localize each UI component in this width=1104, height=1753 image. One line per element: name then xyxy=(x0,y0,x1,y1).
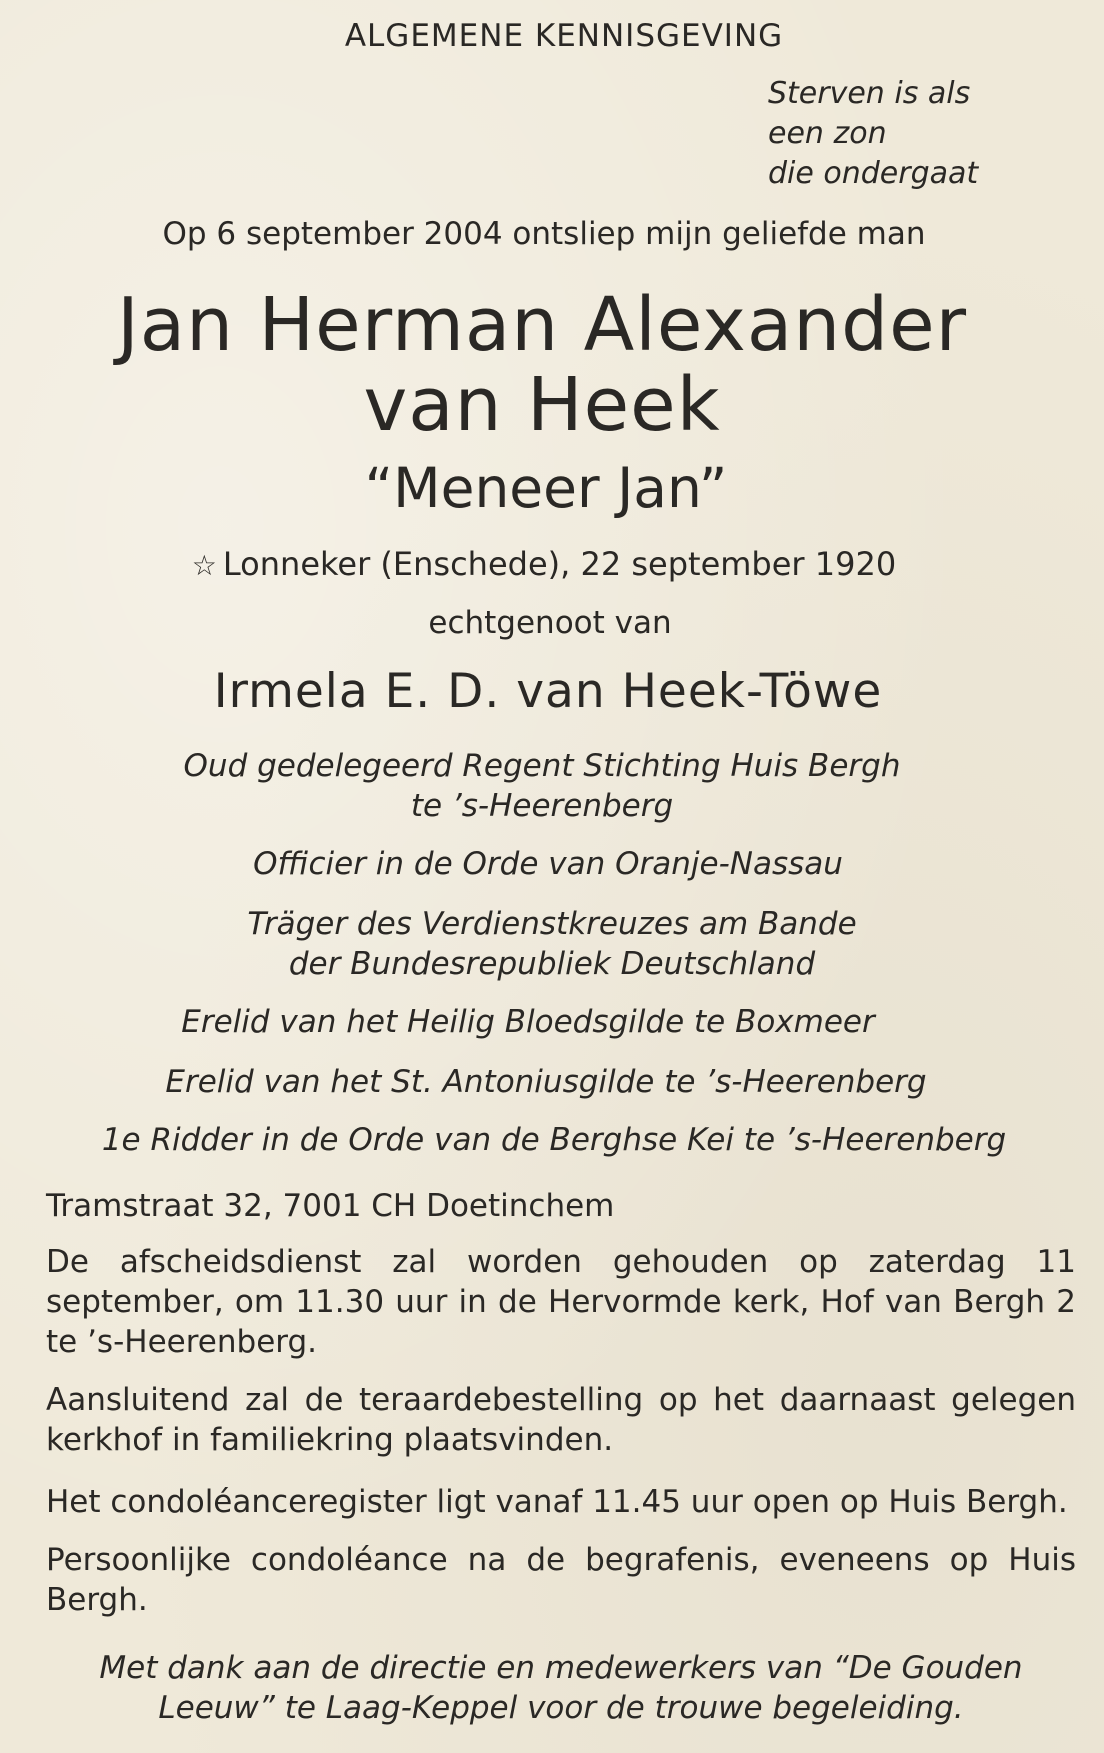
honor-title-line: Officier in de Orde van Oranje-Nassau xyxy=(253,846,843,882)
honor-title xyxy=(0,844,1100,884)
register-paragraph: Het condoléanceregister ligt vanaf 11.45 uur open op Huis Bergh. xyxy=(46,1484,1068,1520)
honor-title xyxy=(0,1062,1098,1102)
motto-line: die ondergaat xyxy=(768,156,979,191)
honor-title xyxy=(0,904,1104,984)
motto-line: een zon xyxy=(768,116,887,151)
intro-line: Op 6 september 2004 ontsliep mijn geliefde man xyxy=(162,216,926,252)
honor-title-line: der Bundesrepubliek Deutschland xyxy=(288,946,816,982)
honor-title xyxy=(2,1120,1104,1160)
motto-line: Sterven is als xyxy=(768,76,971,111)
notice-header: ALGEMENE KENNISGEVING xyxy=(344,18,784,54)
motto xyxy=(768,74,978,194)
burial-paragraph: Aansluitend zal de teraardebestelling op het daarnaast gelegen kerkhof in familiekring plaatsvinden. xyxy=(46,1382,1076,1458)
spouse-label: echtgenoot van xyxy=(428,605,672,641)
deceased-name-first: Jan Herman Alexander xyxy=(116,282,968,368)
honor-title-line: Träger des Verdienstkreuzes am Bande xyxy=(247,906,857,942)
honor-title-line: Oud gedelegeerd Regent Stichting Huis Bergh xyxy=(183,748,901,784)
honor-title-line: te ’s-Heerenberg xyxy=(410,788,674,824)
birth-details: Lonneker (Enschede), 22 september 1920 xyxy=(222,545,897,583)
honor-title xyxy=(0,746,1094,826)
honor-title-line: Erelid van het St. Antoniusgilde te ’s-Heerenberg xyxy=(165,1064,927,1100)
spouse-name: Irmela E. D. van Heek-Töwe xyxy=(213,664,883,719)
home-address: Tramstraat 32, 7001 CH Doetinchem xyxy=(46,1188,615,1224)
thanks-line: Met dank aan de directie en medewerkers van “De Gouden Leeuw” te Laag-Keppel voor de trouwe begeleiding. xyxy=(99,1650,1023,1726)
condolence-paragraph: Persoonlijke condoléance na de begrafenis, eveneens op Huis Bergh. xyxy=(46,1542,1076,1618)
service-paragraph: De afscheidsdienst zal worden gehouden op zaterdag 11 september, om 11.30 uur in de Hervormde kerk, Hof van Bergh 2 te ’s-Heerenberg. xyxy=(46,1244,1076,1360)
honor-title-line: 1e Ridder in de Orde van de Berghse Kei te ’s-Heerenberg xyxy=(101,1122,1007,1158)
honor-title xyxy=(0,1002,1080,1042)
deceased-nickname: “Meneer Jan” xyxy=(364,456,728,520)
birth-line xyxy=(0,545,1096,583)
star-icon: ☆ xyxy=(191,549,217,582)
honor-title-line: Erelid van het Heilig Bloedsgilde te Boxmeer xyxy=(181,1004,875,1040)
deceased-name-last: van Heek xyxy=(363,362,721,448)
